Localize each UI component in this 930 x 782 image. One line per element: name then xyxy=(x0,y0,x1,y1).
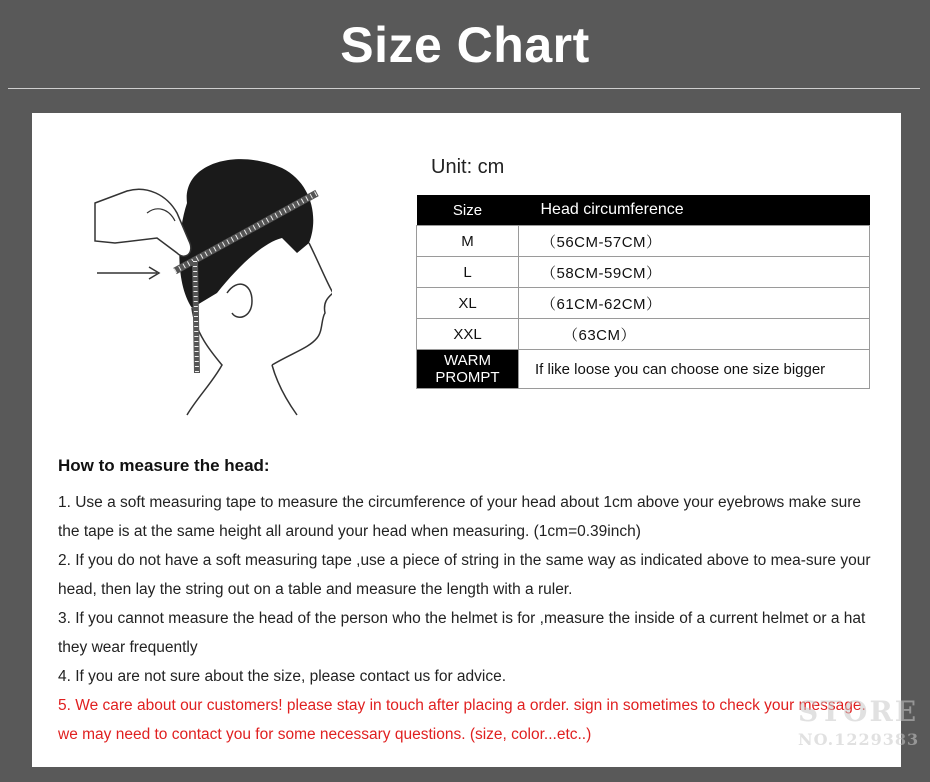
page-title: Size Chart xyxy=(340,17,590,73)
warm-prompt-label: WARM PROMPT xyxy=(417,350,519,389)
size-cell: XXL xyxy=(417,319,519,350)
table-row xyxy=(417,319,870,350)
warm-prompt-text: If like loose you can choose one size bigger xyxy=(519,350,870,389)
unit-label: Unit: cm xyxy=(431,156,505,178)
head-measuring-illustration xyxy=(87,143,332,418)
table-row xyxy=(417,288,870,319)
size-cell: L xyxy=(417,257,519,288)
size-cell: M xyxy=(417,226,519,257)
range-cell: （56CM-57CM） xyxy=(519,226,870,257)
size-table xyxy=(416,195,870,389)
howto-step: 4. If you are not sure about the size, please contact us for advice. xyxy=(58,668,507,685)
title-divider xyxy=(8,88,920,89)
size-cell: XL xyxy=(417,288,519,319)
howto-step: 2. If you do not have a soft measuring tape ,use a piece of string in the same way as indicated above to mea-sure your head, then lay the string out on a table and measure the length with a ruler. xyxy=(58,552,871,598)
howto-steps xyxy=(58,488,886,749)
header-size: Size xyxy=(417,195,519,226)
warm-prompt-row xyxy=(417,350,870,389)
howto-step: 1. Use a soft measuring tape to measure the circumference of your head about 1cm above your eyebrows make sure the tape is at the same height all around your head when measuring. (1cm=0.39inch) xyxy=(58,494,861,540)
header-head-circumference: Head circumference xyxy=(519,195,870,226)
howto-heading: How to measure the head: xyxy=(58,456,270,475)
range-cell: （63CM） xyxy=(519,319,870,350)
howto-step: 3. If you cannot measure the head of the person who the helmet is for ,measure the inside of a current helmet or a hat they wear frequently xyxy=(58,610,866,656)
table-row xyxy=(417,257,870,288)
range-cell: （61CM-62CM） xyxy=(519,288,870,319)
howto-step-highlight: 5. We care about our customers! please stay in touch after placing a order. sign in sometimes to check your message. we may need to contact you for some necessary questions. (size, color...etc..) xyxy=(58,697,866,743)
store-watermark xyxy=(798,695,918,769)
table-row xyxy=(417,226,870,257)
range-cell: （58CM-59CM） xyxy=(519,257,870,288)
watermark-line2: NO.1229383 xyxy=(798,730,920,749)
table-header-row xyxy=(417,195,870,226)
size-chart-card xyxy=(32,113,901,767)
watermark-line1: STORE xyxy=(798,695,919,728)
